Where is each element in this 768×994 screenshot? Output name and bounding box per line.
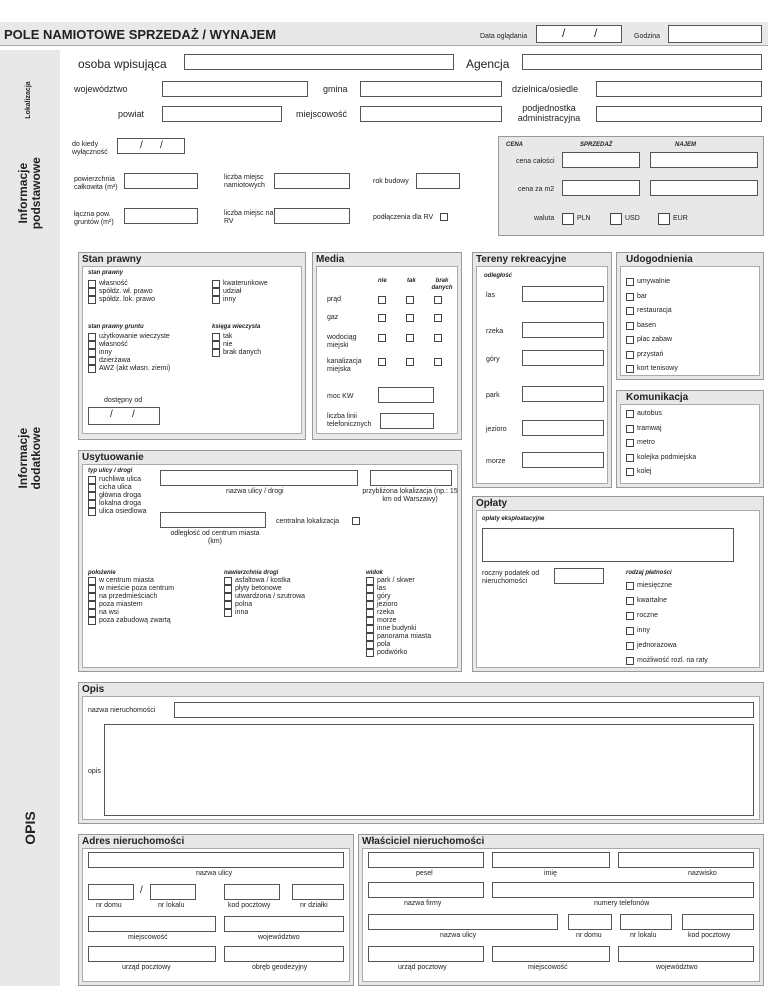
desc-title: Opis [82, 684, 105, 695]
land-label: dzierżawa [99, 357, 131, 364]
media-col-nodata: brak danych [431, 278, 453, 291]
address-postal-field[interactable] [224, 884, 280, 900]
street-label: ulica osiedlowa [99, 508, 147, 515]
person-field[interactable] [184, 54, 454, 70]
address-town-field[interactable] [88, 916, 216, 932]
media-checkbox[interactable] [378, 358, 386, 366]
pln-checkbox[interactable] [562, 213, 574, 225]
property-name-label: nazwa nieruchomości [88, 707, 156, 714]
street-label: cicha ulica [99, 484, 132, 491]
view-label: jezioro [377, 601, 398, 608]
kw-title: księga wieczysta [212, 324, 261, 330]
commune-field[interactable] [360, 81, 502, 97]
valid-until-label: do kiedy wyłączność [72, 141, 108, 156]
valid-until-field[interactable] [117, 138, 185, 154]
viewing-date-label: Data oglądania [480, 33, 528, 40]
land-checkbox[interactable] [88, 357, 96, 365]
kw-checkbox[interactable] [212, 341, 220, 349]
legal2-checkbox[interactable] [212, 280, 220, 288]
owner-pesel-label: pesel [416, 870, 433, 877]
payment-checkbox[interactable] [626, 597, 634, 605]
owner-company-field[interactable] [368, 882, 484, 898]
address-postal-label: kod pocztowy [228, 902, 271, 909]
position-checkbox[interactable] [88, 609, 96, 617]
agency-field[interactable] [522, 54, 762, 70]
county-field[interactable] [162, 106, 282, 122]
position-label: w centrum miasta [99, 577, 154, 584]
payment-checkbox[interactable] [626, 582, 634, 590]
total-area-field[interactable] [124, 173, 198, 189]
build-year-label: rok budowy [373, 178, 409, 185]
recreation-label: park [486, 392, 500, 399]
address-house-field[interactable] [88, 884, 134, 900]
recreation-field[interactable] [522, 420, 604, 436]
side-label-podstawowe: Informacje podstawowe [15, 157, 43, 230]
legal-label: spółdz. lok. prawo [99, 296, 156, 303]
district-field[interactable] [596, 81, 762, 97]
pln-label: PLN [577, 215, 591, 222]
legal2-checkbox[interactable] [212, 296, 220, 304]
land-area-field[interactable] [124, 208, 198, 224]
sale-total-field[interactable] [562, 152, 640, 168]
approx-location-field[interactable] [370, 470, 452, 486]
kw-checkbox[interactable] [212, 333, 220, 341]
view-label: góry [377, 593, 391, 600]
legal-checkbox[interactable] [88, 288, 96, 296]
owner-firstname-label: imię [544, 870, 557, 877]
recreation-label: las [486, 292, 495, 299]
total-price-label: cena całości [516, 158, 555, 165]
address-post-field[interactable] [88, 946, 216, 962]
street-name-label: nazwa ulicy / drogi [226, 488, 284, 495]
view-label: inne budynki [377, 625, 417, 632]
surface-label: polna [235, 601, 253, 608]
position-checkbox[interactable] [88, 617, 96, 625]
side-label-lokalizacja: Lokalizacja [25, 81, 32, 119]
media-checkbox[interactable] [378, 334, 386, 342]
address-precinct-label: obręb geodezyjny [252, 964, 308, 971]
amenity-label: bar [637, 292, 648, 300]
view-checkbox[interactable] [366, 649, 374, 657]
legal2-label: inny [223, 296, 236, 303]
address-town-label: miejscowość [128, 934, 168, 941]
viewing-date-field[interactable] [536, 25, 622, 43]
land-area-label: łączna pow. gruntów (m²) [74, 211, 114, 226]
phone-lines-field[interactable] [380, 413, 434, 429]
media-row-label: prąd [327, 296, 342, 303]
street-checkbox[interactable] [88, 508, 96, 516]
owner-title: Właściciel nieruchomości [362, 836, 485, 847]
owner-voivodeship-field[interactable] [618, 946, 754, 962]
available-label: dostępny od [104, 397, 143, 404]
view-checkbox[interactable] [366, 601, 374, 609]
owner-voivodeship-label: województwo [656, 964, 698, 971]
transport-label: kolej [637, 468, 652, 475]
price-m2-label: cena za m2 [518, 186, 555, 193]
street-type-label: typ ulicy / drogi [88, 468, 133, 474]
town-label: miejscowość [296, 109, 348, 119]
currency-label: waluta [534, 215, 555, 222]
date-slash: / [160, 140, 163, 151]
location-title: Usytuowanie [82, 452, 144, 463]
owner-house-field[interactable] [568, 914, 612, 930]
operating-label: opłaty eksploatacyjne [482, 516, 545, 522]
amenity-label: kort tenisowy [637, 365, 678, 372]
owner-phones-label: numery telefonów [594, 900, 650, 907]
street-label: ruchliwa ulica [99, 476, 142, 483]
recreation-label: morze [486, 458, 506, 465]
amenity-checkbox[interactable] [626, 278, 634, 286]
owner-lastname-label: nazwisko [688, 870, 717, 877]
surface-checkbox[interactable] [224, 577, 232, 585]
payment-title: rodzaj płatności [626, 570, 672, 576]
view-label: las [377, 585, 386, 592]
media-checkbox[interactable] [406, 334, 414, 342]
legal-label: własność [99, 280, 128, 287]
address-slash: / [140, 885, 143, 896]
date-slash: / [562, 26, 566, 40]
view-checkbox[interactable] [366, 641, 374, 649]
recreation-label: góry [486, 356, 500, 363]
payment-label: miesięczne [637, 582, 673, 589]
tent-spots-label: liczba miejsc namiotowych [224, 174, 265, 189]
media-checkbox[interactable] [434, 296, 442, 304]
view-checkbox[interactable] [366, 577, 374, 585]
total-area-label: powierzchnia całkowita (m²) [74, 176, 118, 191]
amenity-label: restauracja [637, 307, 672, 314]
media-row-label: kanalizacja miejska [327, 358, 362, 373]
address-flat-label: nr lokalu [158, 902, 185, 909]
address-house-label: nr domu [96, 902, 122, 909]
owner-town-field[interactable] [492, 946, 610, 962]
amenity-label: plac zabaw [637, 336, 673, 343]
transport-label: kolejka podmiejska [637, 453, 697, 461]
transport-checkbox[interactable] [626, 425, 634, 433]
surface-label: asfaltowa / kostka [235, 577, 291, 584]
amenity-label: przystań [637, 350, 664, 358]
time-label: Godzina [634, 33, 661, 40]
usd-label: USD [625, 215, 640, 222]
amenity-checkbox[interactable] [626, 351, 634, 359]
rent-m2-field[interactable] [650, 180, 758, 196]
view-label: pola [377, 641, 391, 648]
payment-label: roczne [637, 612, 659, 619]
eur-label: EUR [673, 215, 688, 222]
street-checkbox[interactable] [88, 500, 96, 508]
surface-checkbox[interactable] [224, 601, 232, 609]
description-label: opis [88, 768, 101, 775]
date-slash: / [594, 26, 598, 40]
payment-checkbox[interactable] [626, 642, 634, 650]
owner-street-label: nazwa ulicy [440, 932, 477, 939]
rent-header: NAJEM [675, 142, 697, 148]
view-checkbox[interactable] [366, 633, 374, 641]
address-voivodeship-field[interactable] [224, 916, 344, 932]
position-label: na wsi [99, 609, 119, 616]
owner-post-label: urząd pocztowy [398, 964, 447, 971]
price-header: CENA [506, 142, 524, 148]
view-checkbox[interactable] [366, 593, 374, 601]
media-checkbox[interactable] [434, 334, 442, 342]
transport-checkbox[interactable] [626, 454, 634, 462]
amenities-title: Udogodnienia [626, 254, 693, 265]
view-label: panorama miasta [377, 633, 432, 640]
page-title: POLE NAMIOTOWE SPRZEDAŻ / WYNAJEM [4, 27, 277, 42]
voivodeship-field[interactable] [162, 81, 308, 97]
land-label: użytkowanie wieczyste [99, 333, 170, 340]
surface-checkbox[interactable] [224, 609, 232, 617]
power-field[interactable] [378, 387, 434, 403]
view-checkbox[interactable] [366, 625, 374, 633]
owner-house-label: nr domu [576, 932, 602, 939]
recreation-label: rzeka [486, 328, 504, 335]
transport-checkbox[interactable] [626, 410, 634, 418]
owner-firstname-field[interactable] [492, 852, 610, 868]
date-slash: / [132, 409, 135, 420]
commune-label: gmina [323, 84, 348, 94]
legal2-label: kwaterunkowe [223, 280, 268, 287]
street-checkbox[interactable] [88, 476, 96, 484]
media-checkbox[interactable] [434, 358, 442, 366]
surface-checkbox[interactable] [224, 593, 232, 601]
distance-label: odległość [484, 273, 513, 279]
payment-checkbox[interactable] [626, 657, 634, 665]
media-checkbox[interactable] [406, 358, 414, 366]
legal2-label: udział [223, 288, 242, 295]
view-label: park / skwer [377, 577, 415, 584]
kw-label: brak danych [223, 349, 262, 356]
center-distance-label: odległość od centrum miasta (km) [170, 530, 260, 545]
position-checkbox[interactable] [88, 593, 96, 601]
recreation-field[interactable] [522, 286, 604, 302]
surface-label: utwardzona / szutrowa [235, 593, 306, 600]
media-checkbox[interactable] [406, 296, 414, 304]
land-checkbox[interactable] [88, 341, 96, 349]
media-row-label: wodociąg miejski [327, 334, 357, 349]
center-distance-field[interactable] [160, 512, 266, 528]
land-checkbox[interactable] [88, 365, 96, 373]
fees-title: Opłaty [476, 498, 508, 509]
owner-post-field[interactable] [368, 946, 484, 962]
recreation-field[interactable] [522, 386, 604, 402]
payment-label: inny [637, 627, 650, 634]
date-slash: / [140, 140, 143, 151]
kw-checkbox[interactable] [212, 349, 220, 357]
media-checkbox[interactable] [434, 314, 442, 322]
owner-lastname-field[interactable] [618, 852, 754, 868]
admin-unit-label: podjednostka administracyjna [517, 103, 581, 123]
legal-title: Stan prawny [82, 254, 142, 265]
side-label-dodatkowe: Informacje dodatkowe [15, 426, 43, 490]
recreation-label: jezioro [486, 426, 507, 433]
town-field[interactable] [360, 106, 502, 122]
central-checkbox[interactable] [352, 517, 360, 525]
district-label: dzielnica/osiedle [512, 84, 579, 94]
payment-label: jednorazowa [637, 642, 677, 649]
media-checkbox[interactable] [378, 314, 386, 322]
power-label: moc KW [327, 393, 354, 400]
land-checkbox[interactable] [88, 349, 96, 357]
owner-flat-label: nr lokalu [630, 932, 657, 939]
view-label: podwórko [377, 649, 408, 656]
transport-checkbox[interactable] [626, 439, 634, 447]
land-title: stan prawny gruntu [88, 324, 144, 330]
county-label: powiat [118, 109, 145, 119]
amenity-checkbox[interactable] [626, 307, 634, 315]
legal-sub: stan prawny [88, 270, 124, 276]
address-flat-field[interactable] [150, 884, 196, 900]
person-label: osoba wpisująca [78, 57, 167, 71]
media-title: Media [316, 254, 345, 265]
address-voivodeship-label: województwo [258, 934, 300, 941]
legal-label: spółdz. wł. prawo [99, 288, 153, 295]
transport-title: Komunikacja [626, 392, 689, 403]
annual-tax-field[interactable] [554, 568, 604, 584]
street-label: lokalna droga [99, 500, 142, 507]
tent-spots-field[interactable] [274, 173, 350, 189]
land-label: inny [99, 349, 112, 356]
owner-street-field[interactable] [368, 914, 558, 930]
property-name-field[interactable] [174, 702, 754, 718]
amenity-checkbox[interactable] [626, 365, 634, 373]
kw-label: nie [223, 341, 233, 348]
position-checkbox[interactable] [88, 577, 96, 585]
payment-label: możliwość rozl. na raty [637, 657, 708, 664]
surface-label: płyty betonowe [235, 585, 282, 592]
position-checkbox[interactable] [88, 585, 96, 593]
owner-company-label: nazwa firmy [404, 900, 442, 907]
operating-field[interactable] [482, 528, 734, 562]
address-street-label: nazwa ulicy [196, 870, 233, 877]
voivodeship-label: województwo [74, 84, 128, 94]
street-label: główna droga [99, 492, 142, 499]
legal-checkbox[interactable] [88, 280, 96, 288]
amenity-checkbox[interactable] [626, 336, 634, 344]
position-label: na przedmieściach [99, 593, 158, 600]
central-label: centralna lokalizacja [276, 518, 340, 525]
time-field[interactable] [668, 25, 762, 43]
address-street-field[interactable] [88, 852, 344, 868]
kw-label: tak [223, 333, 233, 340]
view-title: widok [366, 570, 384, 576]
media-row-label: gaz [327, 314, 339, 321]
recreation-field[interactable] [522, 322, 604, 338]
surface-label: inna [235, 609, 249, 616]
view-checkbox[interactable] [366, 617, 374, 625]
owner-phones-field[interactable] [492, 882, 754, 898]
owner-town-label: miejscowość [528, 964, 568, 971]
media-body [316, 266, 458, 434]
view-checkbox[interactable] [366, 609, 374, 617]
rv-spots-label: liczba miejsc na RV [224, 210, 274, 225]
position-title: położenie [88, 570, 116, 576]
payment-label: kwartalne [637, 597, 667, 604]
address-precinct-field[interactable] [224, 946, 344, 962]
side-label-opis: OPIS [22, 811, 38, 845]
build-year-field[interactable] [416, 173, 460, 189]
street-checkbox[interactable] [88, 492, 96, 500]
admin-unit-field[interactable] [596, 106, 762, 122]
media-checkbox[interactable] [378, 296, 386, 304]
usd-checkbox[interactable] [610, 213, 622, 225]
street-checkbox[interactable] [88, 484, 96, 492]
address-plot-field[interactable] [292, 884, 344, 900]
amenity-label: basen [637, 321, 657, 329]
amenity-label: umywalnie [637, 278, 671, 285]
approx-location-label: przybliżona lokalizacja (np.: 15 km od Warszawy) [362, 488, 458, 503]
owner-pesel-field[interactable] [368, 852, 484, 868]
surface-title: nawierzchnia drogi [224, 570, 279, 576]
description-field[interactable] [104, 724, 754, 816]
position-label: w mieście poza centrum [99, 585, 175, 592]
owner-postal-label: kod pocztowy [688, 932, 731, 939]
recreation-field[interactable] [522, 452, 604, 468]
land-label: AWZ (akt własn. ziemi) [99, 365, 171, 372]
address-title: Adres nieruchomości [82, 836, 185, 847]
land-checkbox[interactable] [88, 333, 96, 341]
eur-checkbox[interactable] [658, 213, 670, 225]
sale-header: SPRZEDAŻ [580, 142, 613, 148]
position-label: poza zabudową zwartą [99, 617, 171, 624]
date-slash: / [110, 409, 113, 420]
owner-flat-field[interactable] [620, 914, 672, 930]
agency-label: Agencja [466, 57, 510, 71]
view-checkbox[interactable] [366, 585, 374, 593]
land-label: własność [99, 341, 128, 348]
available-field[interactable] [88, 407, 160, 425]
address-post-label: urząd pocztowy [122, 964, 171, 971]
media-checkbox[interactable] [406, 314, 414, 322]
annual-tax-label: roczny podatek od nieruchomości [482, 570, 540, 585]
legal-checkbox[interactable] [88, 296, 96, 304]
address-plot-label: nr działki [300, 902, 328, 909]
transport-label: metro [637, 439, 655, 446]
position-label: poza miastem [99, 601, 143, 608]
owner-postal-field[interactable] [682, 914, 754, 930]
transport-label: tramwaj [637, 424, 662, 432]
media-col-yes: tak [407, 278, 416, 284]
amenity-checkbox[interactable] [626, 322, 634, 330]
surface-checkbox[interactable] [224, 585, 232, 593]
rent-total-field[interactable] [650, 152, 758, 168]
payment-checkbox[interactable] [626, 612, 634, 620]
recreation-title: Tereny rekreacyjne [476, 254, 567, 265]
phone-lines-label: liczba linii telefonicznych [327, 413, 372, 428]
transport-checkbox[interactable] [626, 468, 634, 476]
media-col-no: nie [378, 278, 387, 284]
sale-m2-field[interactable] [562, 180, 640, 196]
recreation-field[interactable] [522, 350, 604, 366]
amenity-checkbox[interactable] [626, 293, 634, 301]
rv-spots-field[interactable] [274, 208, 350, 224]
rv-hookups-checkbox[interactable] [440, 213, 448, 221]
transport-label: autobus [637, 410, 662, 417]
legal2-checkbox[interactable] [212, 288, 220, 296]
view-label: rzeka [377, 609, 395, 616]
position-checkbox[interactable] [88, 601, 96, 609]
rv-hookups-label: podłączenia dla RV [373, 214, 434, 221]
payment-checkbox[interactable] [626, 627, 634, 635]
view-label: morze [377, 617, 397, 624]
street-name-field[interactable] [160, 470, 358, 486]
